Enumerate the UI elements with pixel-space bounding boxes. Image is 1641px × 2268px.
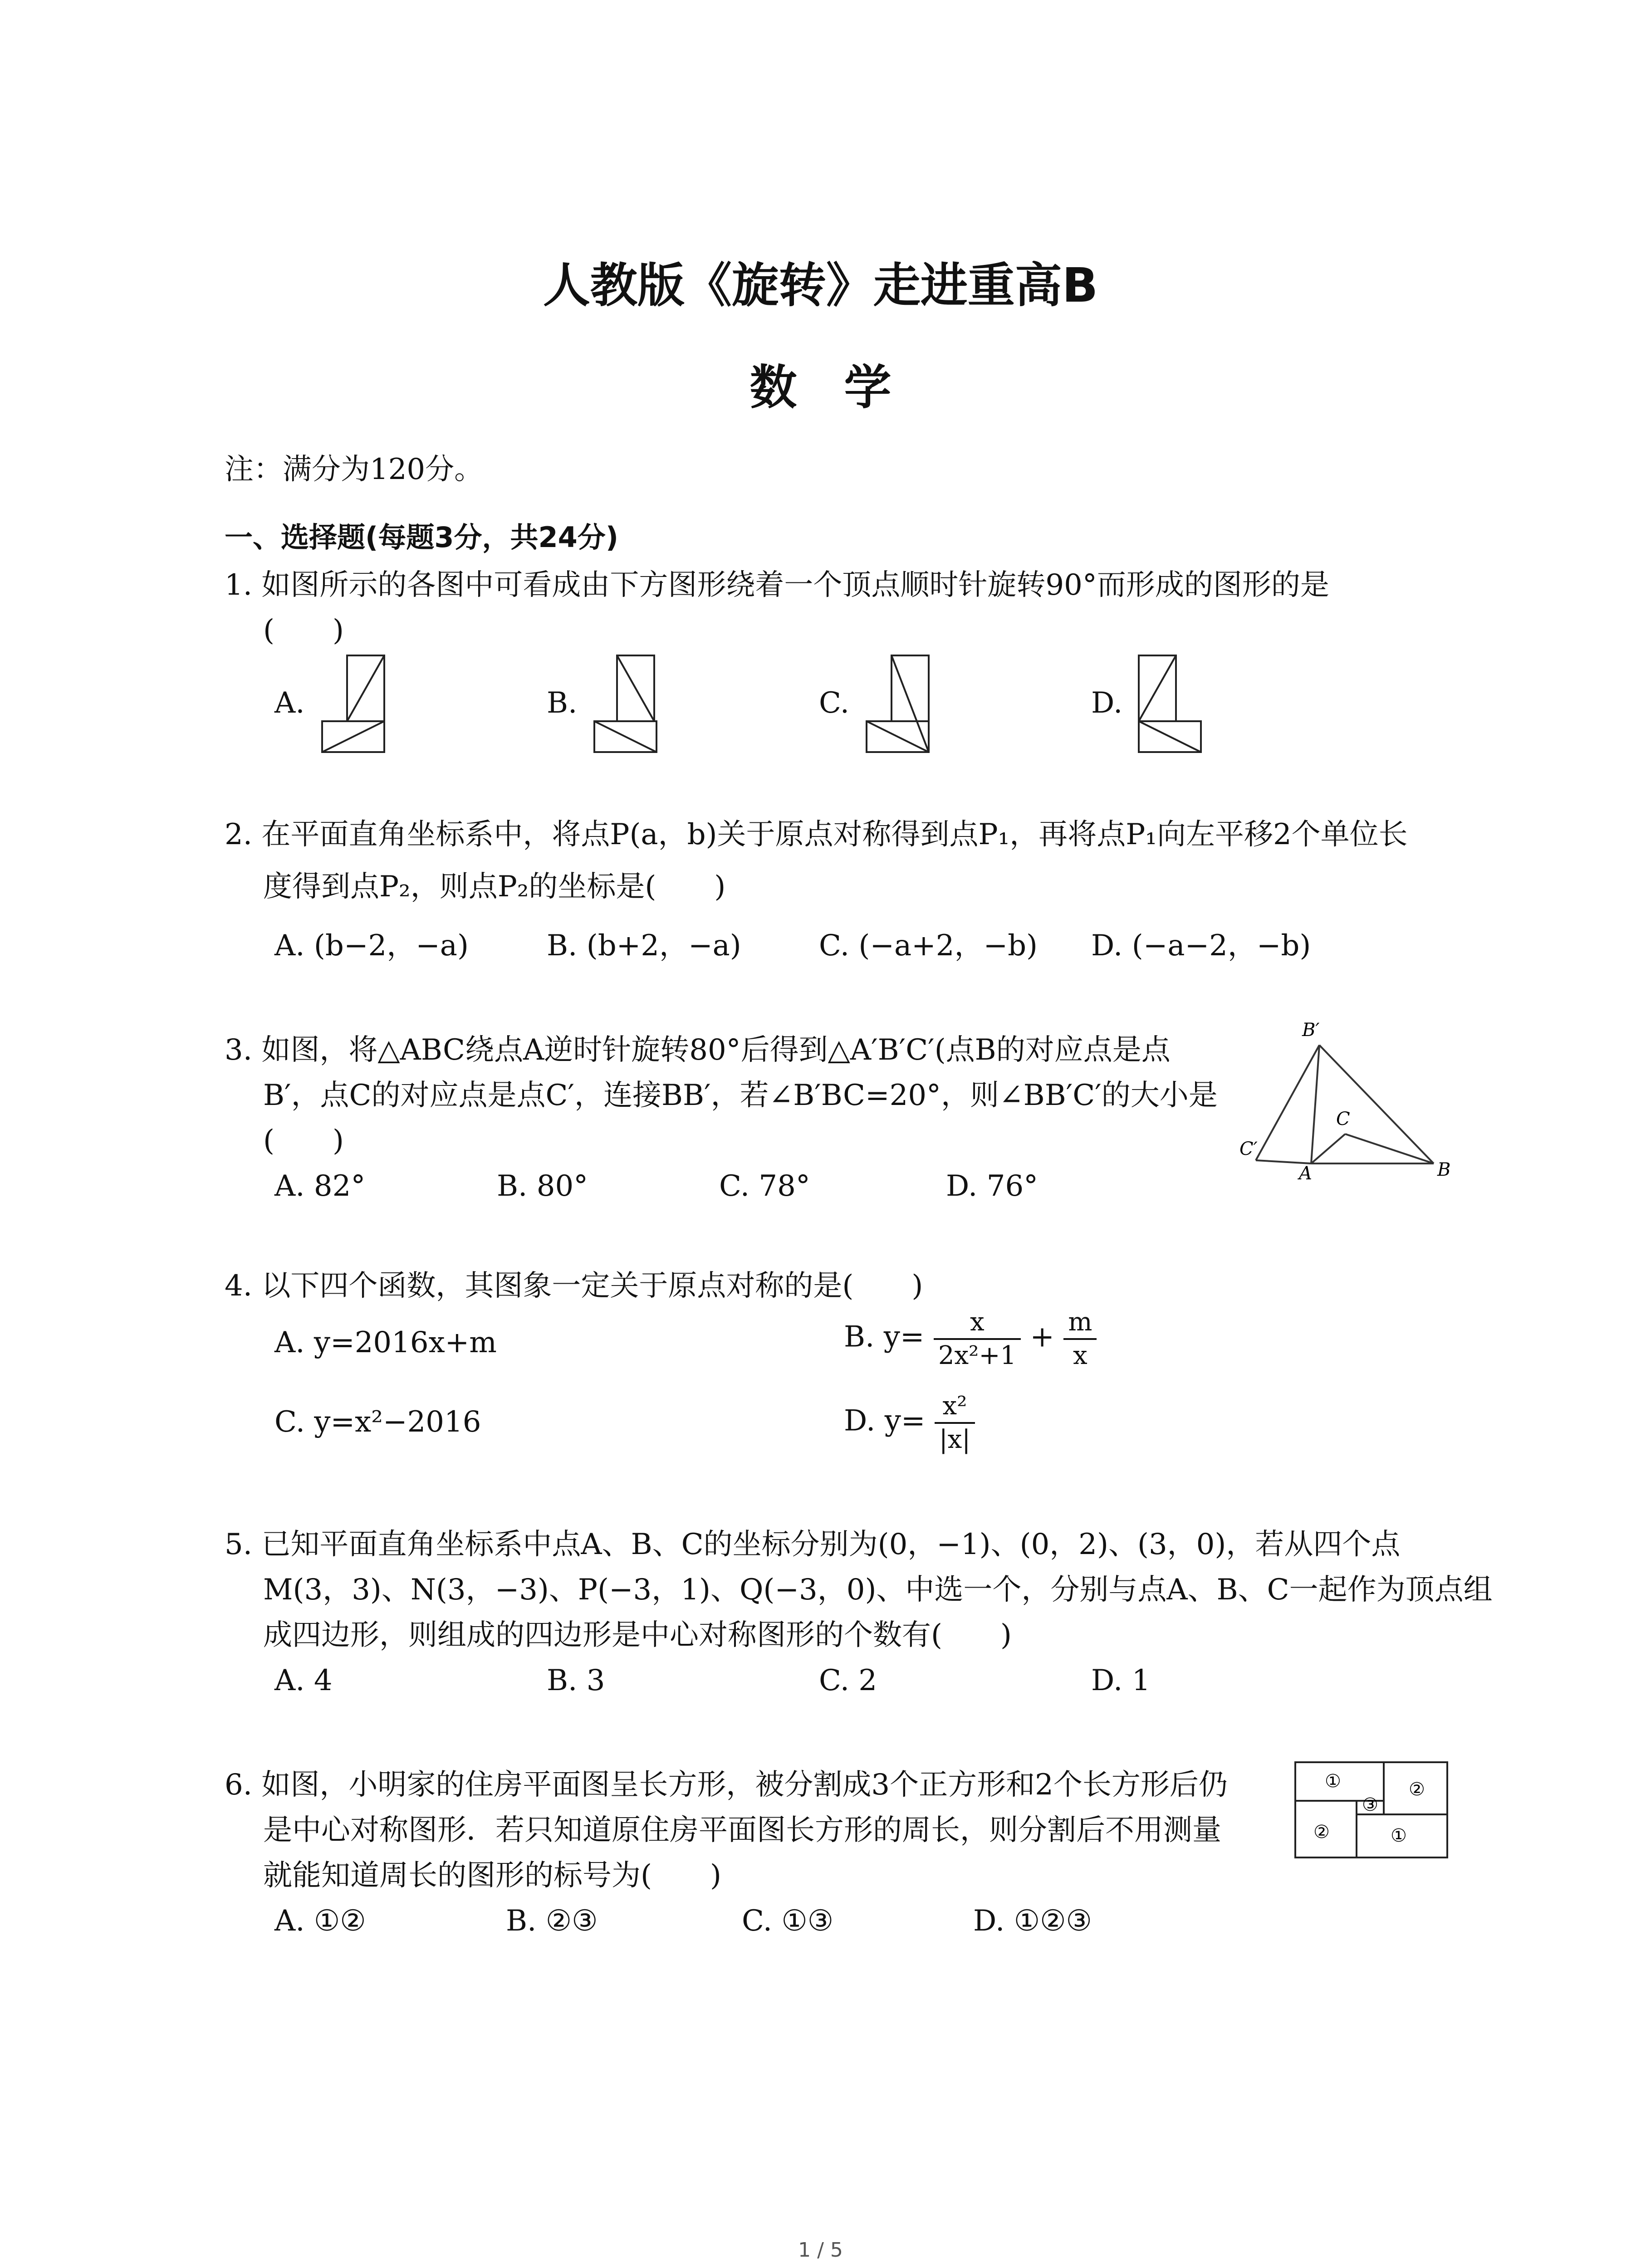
q5-option-c: C. 2 xyxy=(819,1664,877,1697)
q3-line1: 3. 如图，将△ABC绕点A逆时针旋转80°后得到△A′B′C′(点B的对应点是点 xyxy=(225,1033,1171,1067)
q3-label-c: C xyxy=(1336,1109,1350,1129)
q3-line2: B′，点C的对应点是点C′，连接BB′，若∠B′BC=20°，则∠BB′C′的大小是 xyxy=(263,1079,1218,1112)
q3-option-d: D. 76° xyxy=(946,1169,1038,1203)
q1-option-b: B. xyxy=(547,686,578,720)
q3-label-c-prime: C′ xyxy=(1239,1139,1258,1159)
q6-label-room1-top: ① xyxy=(1325,1771,1341,1792)
q3-label-b-prime: B′ xyxy=(1302,1020,1320,1041)
q4-option-d-fraction xyxy=(935,1390,975,1456)
q5-option-d: D. 1 xyxy=(1091,1664,1151,1697)
q4-option-d xyxy=(844,1390,975,1456)
q1-figure-d xyxy=(1136,653,1205,755)
q3-option-c: C. 78° xyxy=(719,1169,810,1203)
q4-option-d-prefix: D. y= xyxy=(844,1404,926,1438)
q4-option-b-denominator1: 2x²+1 xyxy=(938,1341,1017,1370)
q4-option-b-numerator1: x xyxy=(934,1306,1021,1340)
q5-line3: 成四边形，则组成的四边形是中心对称图形的个数有( ) xyxy=(263,1618,1012,1652)
q3-option-b: B. 80° xyxy=(497,1169,588,1203)
q4-option-b-prefix: B. y= xyxy=(844,1320,925,1354)
q6-option-a: A. ①② xyxy=(274,1904,366,1938)
page-number: 1 / 5 xyxy=(798,2239,843,2262)
q3-option-a: A. 82° xyxy=(274,1169,366,1203)
q2-line2: 度得到点P₂，则点P₂的坐标是( ) xyxy=(263,870,726,904)
q4-option-d-denominator: |x| xyxy=(939,1425,971,1454)
q3-triangle-figure xyxy=(1239,1016,1461,1184)
q3-label-a: A xyxy=(1299,1163,1312,1184)
q2-option-b: B. (b+2，−a) xyxy=(547,929,741,963)
q6-label-room2-right: ② xyxy=(1409,1779,1425,1800)
q1-option-d: D. xyxy=(1091,686,1123,720)
q1-line1: 1. 如图所示的各图中可看成由下方图形绕着一个顶点顺时针旋转90°而形成的图形的是 xyxy=(225,568,1329,602)
page-title: 人教版《旋转》走进重高B xyxy=(543,258,1098,313)
q1-figure-c xyxy=(864,653,932,755)
q6-line2: 是中心对称图形．若只知道原住房平面图长方形的周长，则分割后不用测量 xyxy=(263,1813,1221,1847)
q4-option-b xyxy=(844,1306,1097,1372)
section-heading: 一、选择题(每题3分，共24分) xyxy=(225,521,619,554)
q4-option-b-fraction2 xyxy=(1063,1306,1097,1372)
q1-option-a: A. xyxy=(274,686,305,720)
q1-figure-a xyxy=(320,653,388,755)
q2-option-a: A. (b−2，−a) xyxy=(274,929,469,963)
q6-line1: 6. 如图，小明家的住房平面图呈长方形，被分割成3个正方形和2个长方形后仍 xyxy=(225,1768,1228,1802)
q6-option-d: D. ①②③ xyxy=(973,1904,1092,1938)
q6-floorplan-figure xyxy=(1293,1760,1452,1864)
q3-label-b: B xyxy=(1437,1159,1451,1180)
q4-option-b-plus: + xyxy=(1030,1320,1055,1354)
q4-option-c: C. y=x²−2016 xyxy=(274,1405,481,1439)
q3-line3: ( ) xyxy=(263,1124,344,1158)
q2-option-c: C. (−a+2，−b) xyxy=(819,929,1038,963)
q6-label-room3: ③ xyxy=(1362,1794,1378,1815)
q1-option-c: C. xyxy=(819,686,850,720)
q1-figure-b xyxy=(592,653,660,755)
q6-line3: 就能知道周长的图形的标号为( ) xyxy=(263,1859,721,1892)
note: 注：满分为120分。 xyxy=(225,453,484,486)
q5-option-b: B. 3 xyxy=(547,1664,605,1697)
q4-option-b-denominator2: x xyxy=(1073,1341,1087,1370)
q5-option-a: A. 4 xyxy=(274,1664,333,1697)
q4-option-a: A. y=2016x+m xyxy=(274,1326,497,1359)
q4-option-b-numerator2: m xyxy=(1063,1306,1097,1340)
subject-title: 数 学 xyxy=(749,360,892,415)
q4-line1: 4. 以下四个函数，其图象一定关于原点对称的是( ) xyxy=(225,1269,923,1303)
q5-line2: M(3，3)、N(3，−3)、P(−3，1)、Q(−3，0)、中选一个，分别与点A、B、C一起作为顶点组 xyxy=(263,1573,1493,1607)
q6-label-room2-left: ② xyxy=(1313,1822,1330,1843)
q1-line2: ( ) xyxy=(263,614,344,647)
q2-option-d: D. (−a−2，−b) xyxy=(1091,929,1311,963)
q4-option-b-fraction1 xyxy=(934,1306,1021,1372)
q6-label-room1-bottom: ① xyxy=(1391,1825,1407,1846)
q2-line1: 2. 在平面直角坐标系中，将点P(a，b)关于原点对称得到点P₁，再将点P₁向左平移2个单位长 xyxy=(225,818,1408,851)
q4-option-d-numerator: x² xyxy=(935,1390,975,1424)
q6-option-c: C. ①③ xyxy=(742,1904,834,1938)
q6-option-b: B. ②③ xyxy=(506,1904,598,1938)
q5-line1: 5. 已知平面直角坐标系中点A、B、C的坐标分别为(0，−1)、(0，2)、(3，0)，若从四个点 xyxy=(225,1528,1401,1561)
